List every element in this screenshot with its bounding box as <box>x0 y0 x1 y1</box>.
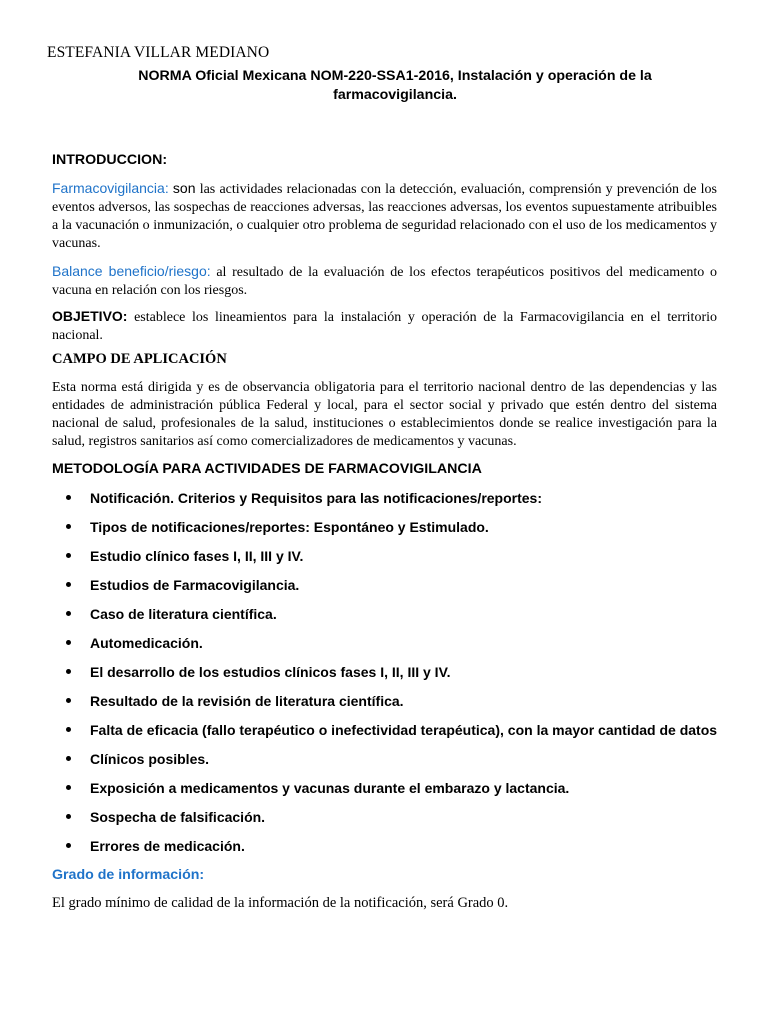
list-item-text: Errores de medicación. <box>90 838 245 854</box>
text-farmacovigilancia: las actividades relacionadas con la detección, evaluación, comprensión y prevención de los eventos adversos, las sospechas de reacciones adversas, las reacciones adversas, los eventos supuestamente atribuibles a la vacunación o inmunización, o cualquier otro problema de seguridad relacionado con el uso de los medicamentos y vacunas. <box>52 182 717 251</box>
term-farmacovigilancia: Farmacovigilancia: <box>52 180 169 196</box>
bullet-icon <box>66 814 71 819</box>
list-item-text: Falta de eficacia (fallo terapéutico o inefectividad terapéutica), con la mayor cantidad de datos <box>90 722 718 738</box>
list-item-text: Estudios de Farmacovigilancia. <box>90 577 300 593</box>
list-item-text: Automedicación. <box>90 635 203 651</box>
list-item-text: Caso de literatura científica. <box>90 606 277 622</box>
list-item-text: Tipos de notificaciones/reportes: Espontáneo y Estimulado. <box>90 519 489 535</box>
list-item-text: El desarrollo de los estudios clínicos fases I, II, III y IV. <box>90 664 451 680</box>
list-item-text: Resultado de la revisión de literatura científica. <box>90 693 404 709</box>
paragraph-campo: Esta norma está dirigida y es de observancia obligatoria para el territorio nacional dentro de las dependencias y las entidades de administración pública Federal y local, para el sector social y privado que estén dentro del sistema nacional de salud, profesionales de la salud, instituciones o establecimientos donde se realice investigación para la salud, registros sanitarios así como comercializadores de medicamentos y vacunas. <box>52 380 717 449</box>
list-item <box>52 488 742 517</box>
heading-campo: CAMPO DE APLICACIÓN <box>52 351 227 367</box>
list-item-text: Estudio clínico fases I, II, III y IV. <box>90 548 304 564</box>
list-item <box>52 807 742 836</box>
list-item-text: Clínicos posibles. <box>90 751 210 767</box>
heading-metodologia: METODOLOGÍA PARA ACTIVIDADES DE FARMACOVIGILANCIA <box>52 461 482 477</box>
bullet-icon <box>66 756 71 761</box>
author-name: ESTEFANIA VILLAR MEDIANO <box>47 44 270 61</box>
bullet-icon <box>66 582 71 587</box>
text-balance: al resultado de la evaluación de los efectos terapéuticos positivos del medicamento o vacuna en relación con los riesgos. <box>52 265 717 298</box>
title-line-2: farmacovigilancia. <box>333 87 457 103</box>
list-item <box>52 836 742 865</box>
bullet-icon <box>66 698 71 703</box>
bullet-icon <box>66 727 71 732</box>
paragraph-balance <box>52 262 717 300</box>
bullet-icon <box>66 785 71 790</box>
paragraph-farmacovigilancia <box>52 179 717 253</box>
bullet-icon <box>66 495 71 500</box>
heading-grado: Grado de información: <box>52 867 205 883</box>
word-son: son <box>172 180 196 196</box>
list-item <box>52 749 742 778</box>
list-item <box>52 604 742 633</box>
paragraph-objetivo <box>52 307 717 345</box>
list-item <box>52 633 742 662</box>
bullet-icon <box>66 669 71 674</box>
text-objetivo: establece los lineamientos para la instalación y operación de la Farmacovigilancia en el territorio nacional. <box>52 310 717 343</box>
list-item <box>52 720 742 749</box>
bullet-icon <box>66 640 71 645</box>
list-item-text: Notificación. Criterios y Requisitos para las notificaciones/reportes: <box>90 490 543 506</box>
list-item-text: Sospecha de falsificación. <box>90 809 266 825</box>
title-line-1: NORMA Oficial Mexicana NOM-220-SSA1-2016, Instalación y operación de la <box>138 68 652 84</box>
term-objetivo: OBJETIVO: <box>52 308 128 324</box>
list-item <box>52 517 742 546</box>
bullet-icon <box>66 611 71 616</box>
document-title <box>0 67 768 105</box>
list-item <box>52 778 742 807</box>
list-item <box>52 662 742 691</box>
paragraph-grado: El grado mínimo de calidad de la información de la notificación, será Grado 0. <box>52 895 509 911</box>
heading-introduccion: INTRODUCCION: <box>52 152 168 168</box>
list-item-text: Exposición a medicamentos y vacunas durante el embarazo y lactancia. <box>90 780 570 796</box>
list-item <box>52 691 742 720</box>
bullet-icon <box>66 524 71 529</box>
list-item <box>52 546 742 575</box>
bullet-icon <box>66 553 71 558</box>
list-item <box>52 575 742 604</box>
bullet-icon <box>66 843 71 848</box>
term-balance: Balance beneficio/riesgo: <box>52 263 211 279</box>
metodologia-list <box>52 488 742 865</box>
